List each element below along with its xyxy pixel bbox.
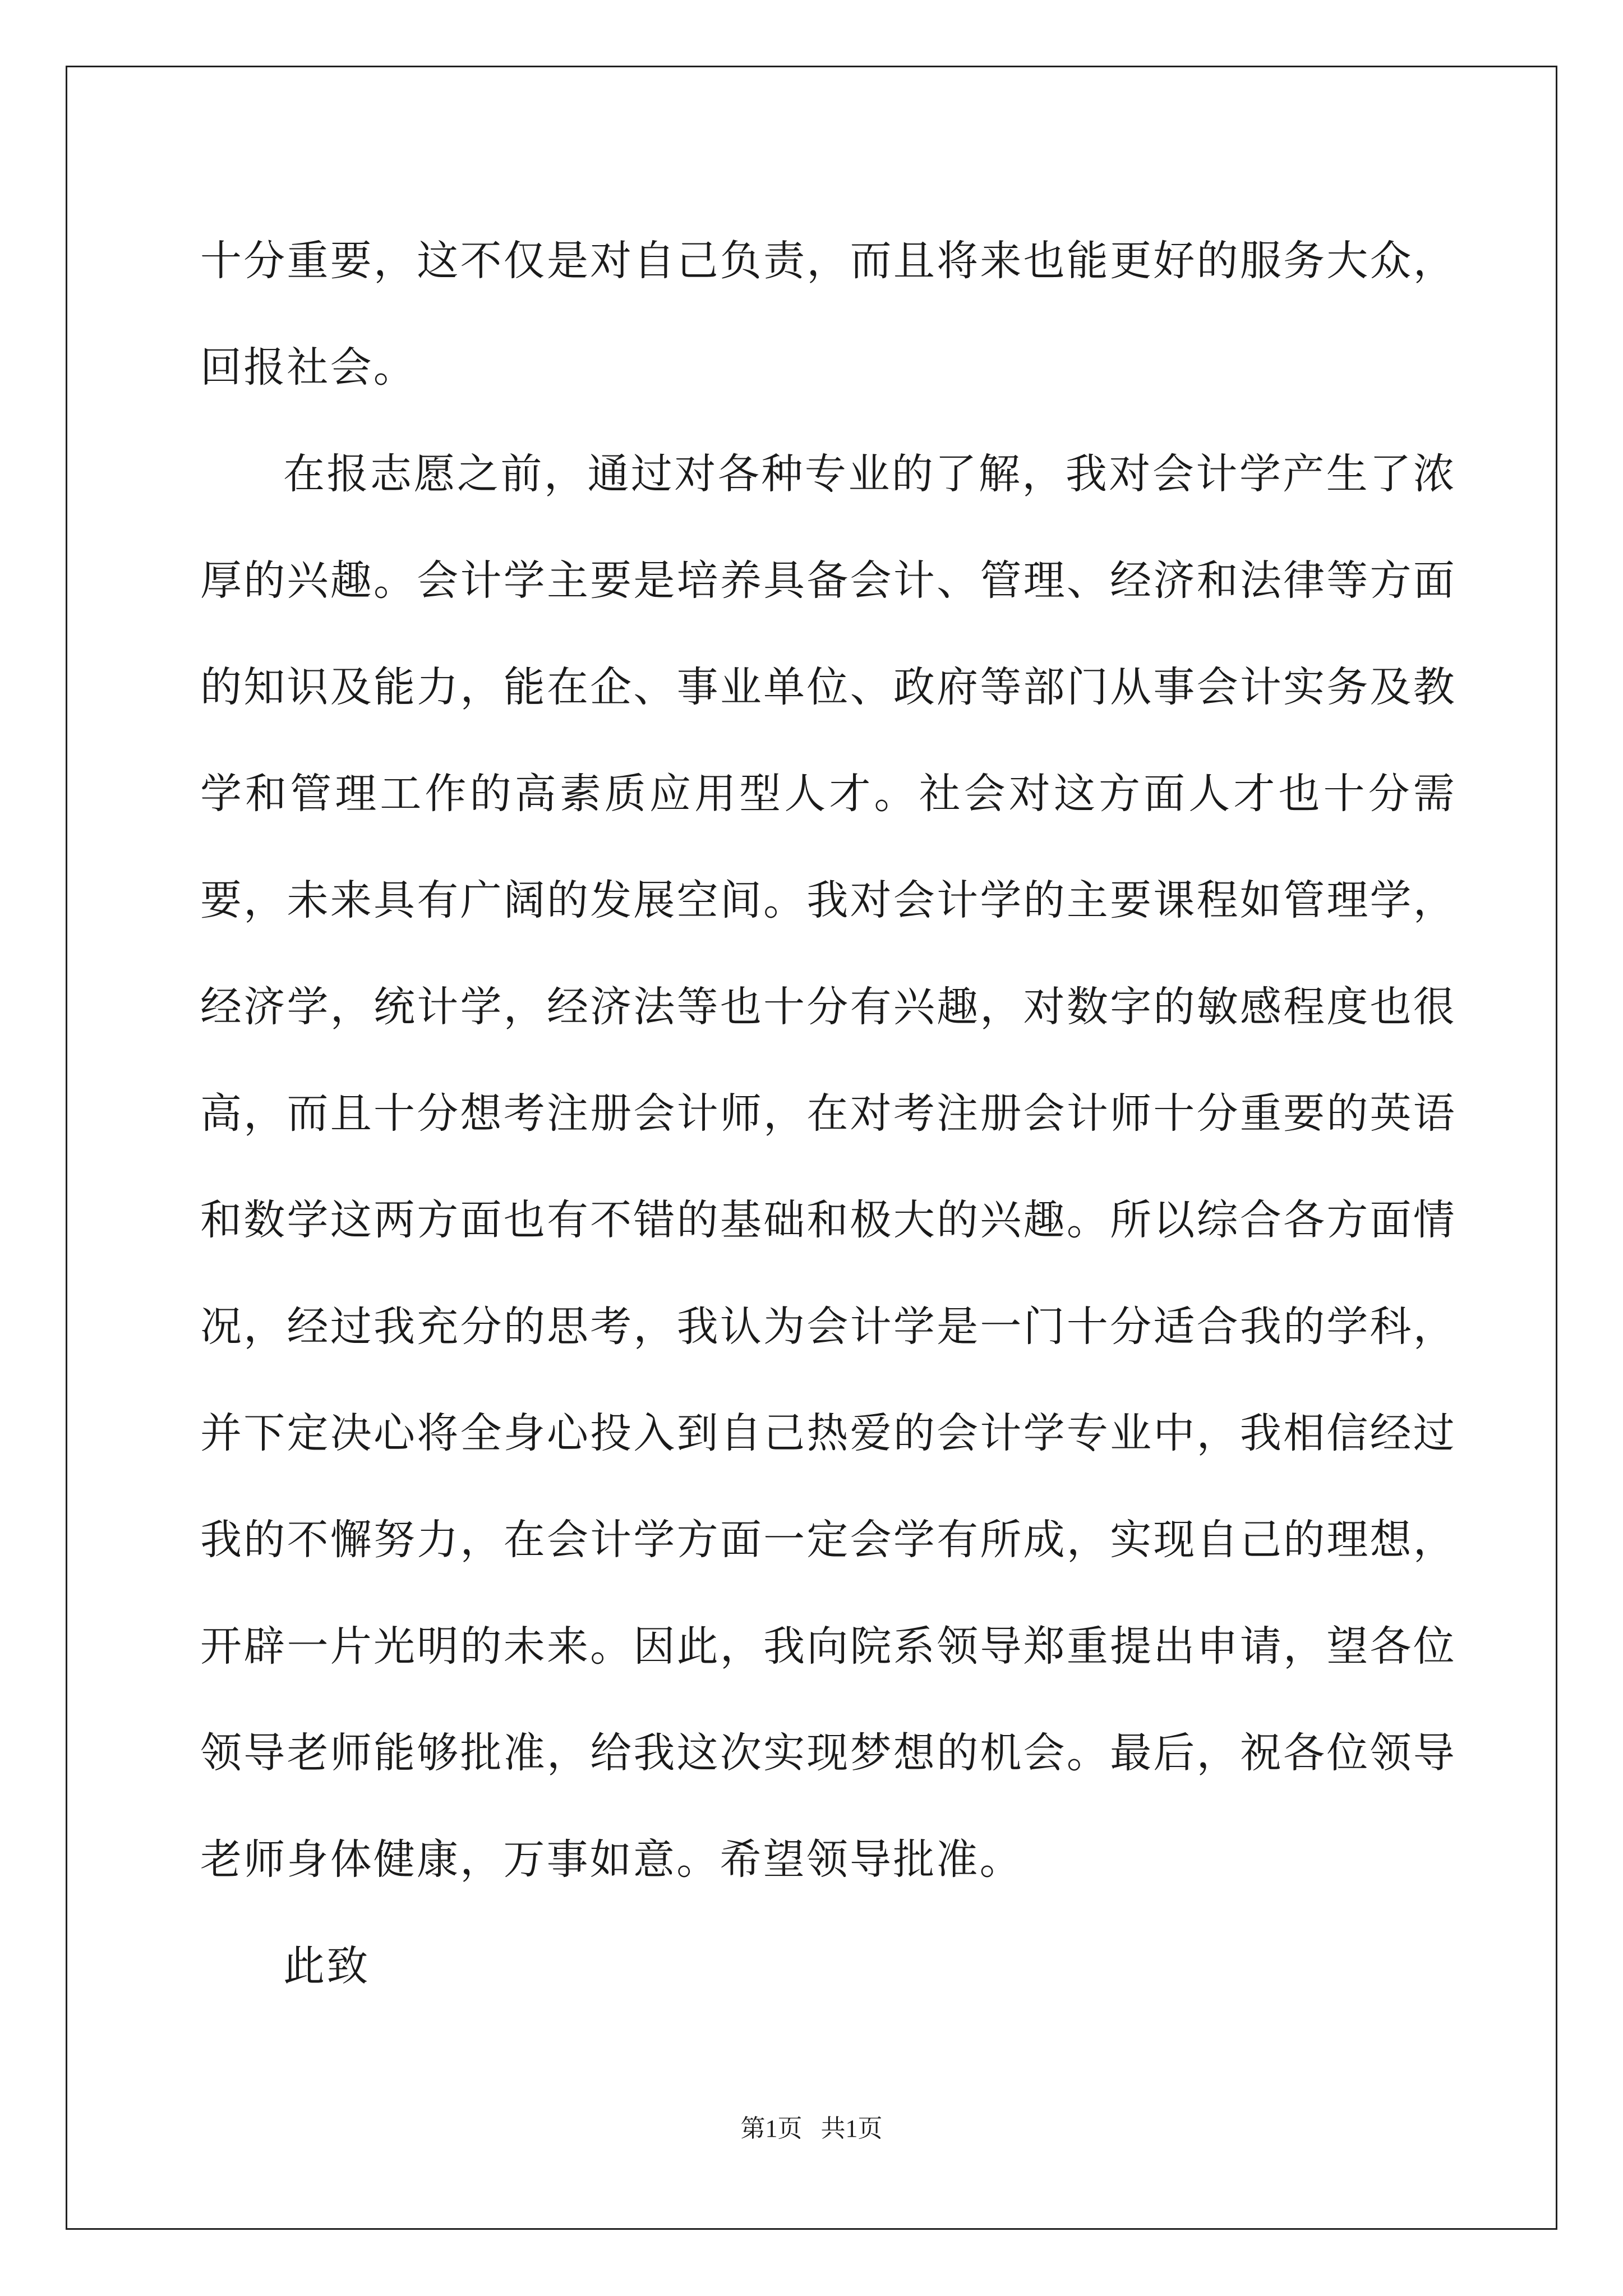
document-body [200,208,1456,2019]
paragraph-continued: 十分重要，这不仅是对自己负责，而且将来也能更好的服务大众，回报社会。 [200,237,1456,392]
paragraph-main: 在报志愿之前，通过对各种专业的了解，我对会计学产生了浓厚的兴趣。会计学主要是培养具备会计、管理、经济和法律等方面的知识及能力，能在企、事业单位、政府等部门从事会计实务及教学和管理工作的高素质应用型人才。社会对这方面人才也十分需要，未来具有广阔的发展空间。我对会计学的主要课程如管理学，经济学，统计学，经济法等也十分有兴趣，对数字的敏感程度也很高，而且十分想考注册会计师，在对考注册会计师十分重要的英语和数学这两方面也有不错的基础和极大的兴趣。所以综合各方面情况，经过我充分的思考，我认为会计学是一门十分适合我的学科，并下定决心将全身心投入到自己热爱的会计学专业中，我相信经过我的不懈努力，在会计学方面一定会学有所成，实现自己的理想，开辟一片光明的未来。因此，我向院系领导郑重提出申请，望各位领导老师能够批准，给我这次实现梦想的机会。最后，祝各位领导老师身体健康，万事如意。希望领导批准。 [200,450,1456,1884]
page-footer [0,2112,1623,2146]
page-total: 共1页 [820,2115,883,2142]
page-number: 第1页 [740,2115,803,2142]
closing-salutation: 此致 [283,1942,370,1990]
